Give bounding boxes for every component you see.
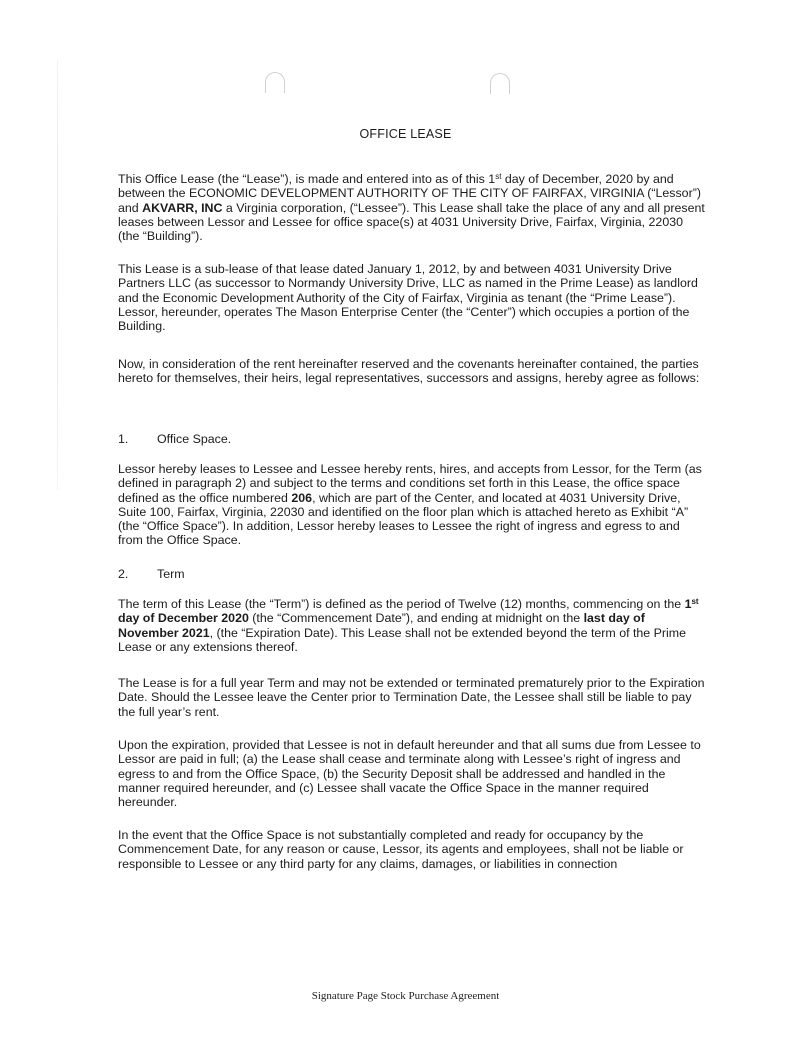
text-run: day of December, 2020 by and between the ECONOMIC DEVELOPMENT AUTHORITY OF THE CITY OF FAIRFAX, VIRGINIA (“Lessor”) and	[118, 172, 701, 215]
section-heading-term	[118, 567, 185, 581]
text-run: (the “Commencement Date”), and ending at midnight on the	[248, 611, 584, 626]
punch-hole-mark	[490, 73, 510, 94]
office-space-paragraph	[118, 462, 706, 548]
section-number: 2.	[118, 567, 129, 581]
text-run: Lessor hereby leases to Lessee and Lessee hereby rents, hires, and accepts from Lessor, for the Term (as defined in paragraph 2) and subject to the terms and conditions set forth in this Lease, the office space defined as the office numbered	[118, 462, 702, 505]
intro-paragraph	[118, 172, 706, 243]
text-run: The term of this Lease (the “Term”) is defined as the period of Twelve (12) months, commencing on the	[118, 597, 685, 611]
text-run: day of December 2020	[118, 611, 249, 626]
section-number: 1.	[118, 432, 129, 446]
ordinal-suffix: st	[495, 172, 502, 181]
text-run: a Virginia corporation, (“Lessee”). This Lease shall take the place of any and all present leases between Lessor and Lessee for office space(s) at 4031 University Drive, Fairfax, Virginia, 22030 (the “Building”).	[118, 200, 705, 244]
text-run: This Office Lease (the “Lease”), is made and entered into as of this 1	[118, 172, 496, 186]
office-number: 206	[291, 490, 313, 505]
expiration-paragraph: Upon the expiration, provided that Lessee is not in default hereunder and that all sums due from Lessee to Lessor are paid in full; (a) the Lease shall cease and terminate along with Lessee’s right of ingress and egress to and from the Office Space, (b) the Security Deposit shall be addressed and handled in the manner required hereunder, and (c) Lessee shall vacate the Office Space in the manner required hereunder.	[118, 738, 701, 810]
scan-artifact-line	[57, 60, 58, 490]
consideration-paragraph: Now, in consideration of the rent hereinafter reserved and the covenants hereinafter contained, the parties hereto for themselves, their heirs, legal representatives, successors and assigns, hereby agree as follows:	[118, 357, 700, 386]
occupancy-paragraph: In the event that the Office Space is not substantially completed and ready for occupancy by the Commencement Date, for any reason or cause, Lessor, its agents and employees, shall not be liable or responsible to Lessee or any third party for any claims, damages, or liabilities in connection	[118, 828, 684, 871]
sublease-paragraph: This Lease is a sub-lease of that lease dated January 1, 2012, by and between 4031 University Drive Partners LLC (as successor to Normandy University Drive, LLC as named in the Prime Lease) as landlord and the Economic Development Authority of the City of Fairfax, Virginia as tenant (the “Prime Lease”). Lessor, hereunder, operates The Mason Enterprise Center (the “Center”) which occupies a portion of the Building.	[118, 262, 698, 334]
section-title: Office Space.	[157, 432, 232, 446]
ordinal-suffix: st	[691, 597, 699, 606]
punch-hole-mark	[265, 72, 285, 93]
text-run: , (the “Expiration Date). This Lease shall not be extended beyond the term of the Prime Lease or any extensions thereof.	[118, 625, 686, 654]
full-year-paragraph: The Lease is for a full year Term and may not be extended or terminated prematurely prior to the Expiration Date. Should the Lessee leave the Center prior to Termination Date, the Lessee shall still be liable to pay the full year’s rent.	[118, 676, 705, 719]
text-run: , which are part of the Center, and located at 4031 University Drive, Suite 100, Fairfax, Virginia, 22030 and identified on the floor plan which is attached hereto as Exhibit “A” (the “Office Space”). In addition, Lessor hereby leases to Lessee the right of ingress and egress to and from the Office Space.	[118, 490, 689, 548]
section-heading-office-space	[118, 432, 231, 446]
document-title: OFFICE LEASE	[359, 127, 452, 141]
text-run: 1	[684, 597, 692, 611]
term-paragraph	[118, 597, 706, 654]
page-footer: Signature Page Stock Purchase Agreement	[311, 990, 500, 1002]
expiration-date: last day of November 2021	[118, 611, 645, 640]
lessee-name: AKVARR, INC	[142, 200, 223, 215]
section-title: Term	[157, 567, 185, 581]
